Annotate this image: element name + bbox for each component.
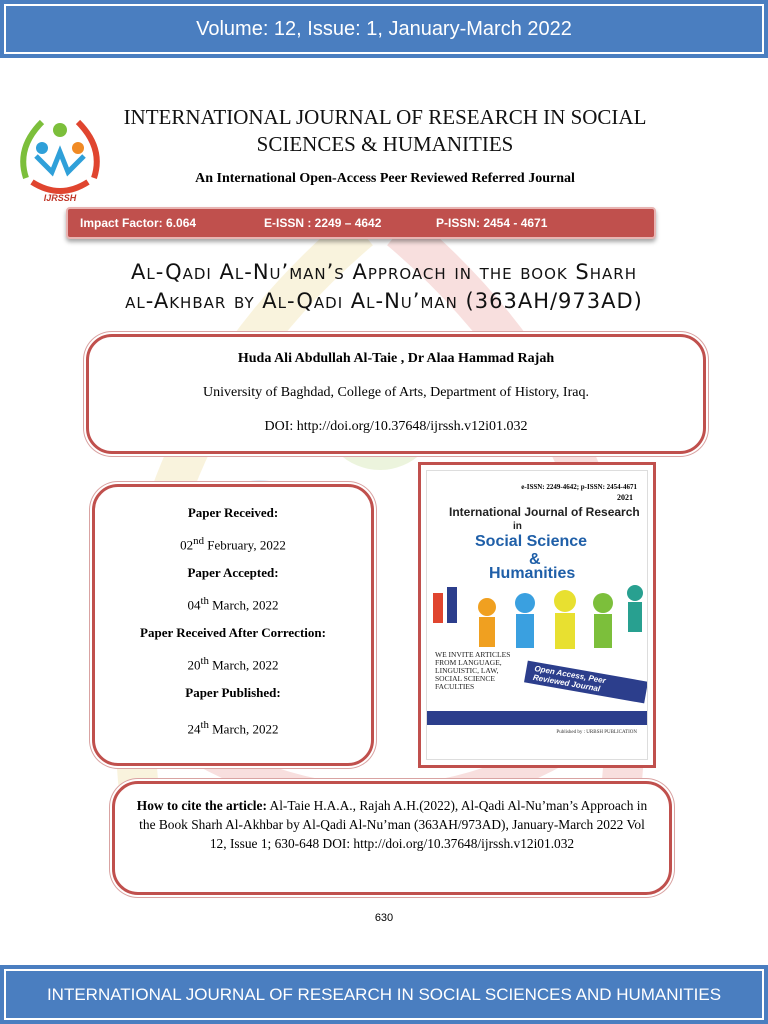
cover-title-line1: International Journal of Research xyxy=(449,505,640,519)
footer-text: INTERNATIONAL JOURNAL OF RESEARCH IN SOCIAL SCIENCES AND HUMANITIES xyxy=(4,969,764,1020)
eissn: E-ISSN : 2249 – 4642 xyxy=(264,216,382,230)
corrected-label: Paper Received After Correction: xyxy=(140,625,326,640)
author-affiliation: University of Baghdad, College of Arts, Department of History, Iraq. xyxy=(203,385,589,400)
received-date: 02nd February, 2022 xyxy=(180,535,286,553)
pissn: P-ISSN: 2454 - 4671 xyxy=(436,216,548,230)
journal-title-line1: INTERNATIONAL JOURNAL OF RESEARCH IN SOCIAL xyxy=(123,105,647,129)
citation-box xyxy=(112,781,672,895)
journal-cover xyxy=(426,470,648,760)
cover-publisher: Published by : URBSH PUBLICATION xyxy=(556,730,637,735)
journal-logo xyxy=(12,108,108,204)
citation-label: How to cite the article: xyxy=(136,798,267,813)
published-date: 24th March, 2022 xyxy=(187,719,279,737)
paper-title-line1: Al-Qadi Al-Nu’man’s Approach in the book Sharh xyxy=(131,260,637,284)
journal-subtitle: An International Open-Access Peer Reviewed Referred Journal xyxy=(195,171,575,186)
cover-ribbon: Open Access, Peer Reviewed Journal xyxy=(524,661,648,704)
volume-label: Volume: 12, Issue: 1, January-March 2022 xyxy=(4,4,764,54)
paper-title xyxy=(40,258,728,316)
cover-issn: e-ISSN: 2249-4642; p-ISSN: 2454-4671 xyxy=(521,483,637,491)
cover-title-line3: Social Science xyxy=(475,533,588,550)
corrected-date: 20th March, 2022 xyxy=(187,655,279,673)
citation-text xyxy=(135,796,649,853)
impact-bar xyxy=(66,207,656,239)
accepted-label: Paper Accepted: xyxy=(187,565,279,580)
cover-title-line4: & xyxy=(529,551,541,568)
dates-box xyxy=(92,484,374,766)
authors-box xyxy=(86,334,706,454)
published-label: Paper Published: xyxy=(185,685,281,700)
journal-title xyxy=(100,104,670,158)
impact-factor: Impact Factor: 6.064 xyxy=(80,216,197,230)
cover-invite: WE INVITE ARTICLES FROM LANGUAGE, LINGUISTIC, LAW, SOCIAL SCIENCE FACULTIES xyxy=(435,650,511,691)
cover-title-line5: Humanities xyxy=(489,565,576,582)
footer-banner xyxy=(0,965,768,1024)
received-label: Paper Received: xyxy=(187,505,279,520)
svg-text:IJRSSH: IJRSSH xyxy=(43,193,77,203)
doi-link[interactable]: DOI: http://doi.org/10.37648/ijrssh.v12i01.032 xyxy=(264,419,528,434)
paper-title-line2: al-Akhbar by Al-Qadi Al-Nu’man (363AH/973AD) xyxy=(125,289,643,313)
journal-cover-frame xyxy=(418,462,656,768)
citation-body: Al-Taie H.A.A., Rajah A.H.(2022), Al-Qadi Al-Nu’man’s Approach in the Book Sharh Al-Akhbar by Al-Qadi Al-Nu’man (363AH/973AD), January-March 2022 Vol 12, Issue 1; 630-648 DOI: http://doi.org/10.37648/ijrssh.v12i01.032 xyxy=(139,798,648,851)
cover-title-line2: in xyxy=(513,521,522,532)
accepted-date: 04th March, 2022 xyxy=(187,595,279,613)
cover-band xyxy=(427,711,647,725)
header-banner xyxy=(0,0,768,58)
author-names: Huda Ali Abdullah Al-Taie , Dr Alaa Hammad Rajah xyxy=(237,351,555,366)
journal-title-line2: SCIENCES & HUMANITIES xyxy=(256,132,514,156)
cover-year: 2021 xyxy=(617,493,633,502)
page-number: 630 xyxy=(374,912,394,924)
